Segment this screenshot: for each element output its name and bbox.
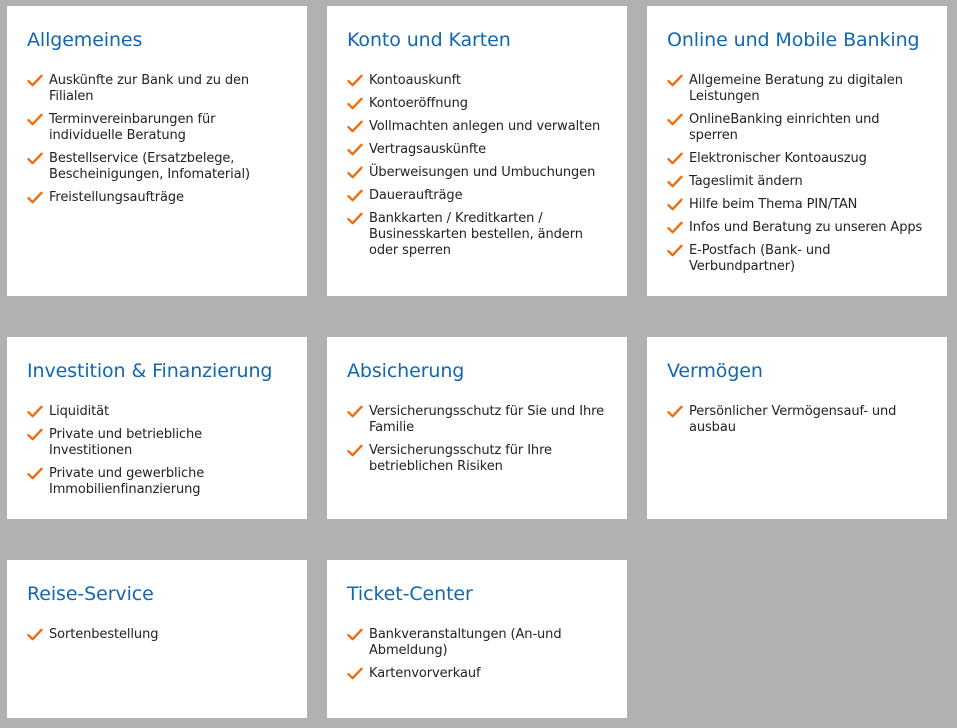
list-item xyxy=(667,151,927,167)
list-item xyxy=(667,112,927,144)
card-online-und-mobile-banking xyxy=(647,6,947,296)
list-item xyxy=(667,243,927,275)
list-item-label: Versicherungsschutz für Sie und Ihre Familie xyxy=(369,404,604,435)
list-item xyxy=(27,427,287,459)
card-title: Reise-Service xyxy=(27,583,154,605)
list-item xyxy=(347,119,607,135)
list-item-label: Kartenvorverkauf xyxy=(369,666,481,681)
card-konto-und-karten xyxy=(327,6,627,296)
list-item-label: Auskünfte zur Bank und zu den Filialen xyxy=(49,73,250,104)
checkmark-icon xyxy=(27,466,43,482)
list-item-label: Persönlicher Vermögensauf- und ausbau xyxy=(689,404,897,435)
list-item xyxy=(27,73,287,105)
card-title: Vermögen xyxy=(667,360,763,382)
list-item xyxy=(27,112,287,144)
checkmark-icon xyxy=(347,165,363,181)
list-item-label: Versicherungsschutz für Ihre betrieblichen Risiken xyxy=(369,443,552,474)
card-allgemeines xyxy=(7,6,307,296)
checkmark-icon xyxy=(27,190,43,206)
checkmark-icon xyxy=(667,112,683,128)
card-title: Investition & Finanzierung xyxy=(27,360,273,382)
list-item-label: OnlineBanking einrichten und sperren xyxy=(689,112,880,143)
list-item xyxy=(667,404,927,436)
checkmark-icon xyxy=(347,142,363,158)
list-item xyxy=(347,142,607,158)
card-investition-finanzierung xyxy=(7,337,307,519)
list-item-label: Kontoauskunft xyxy=(369,73,461,88)
list-item-label: Terminvereinbarungen für individuelle Beratung xyxy=(49,112,216,143)
list-item xyxy=(667,174,927,190)
checkmark-icon xyxy=(347,666,363,682)
list-item xyxy=(667,73,927,105)
list-item xyxy=(27,466,287,498)
card-vermoegen xyxy=(647,337,947,519)
checkmark-icon xyxy=(667,151,683,167)
card-title: Online und Mobile Banking xyxy=(667,29,920,51)
list-item-label: Daueraufträge xyxy=(369,188,463,203)
list-item-label: Bankkarten / Kreditkarten / Businesskarten bestellen, ändern oder sperren xyxy=(369,211,583,258)
checkmark-icon xyxy=(347,443,363,459)
list-item-label: Private und gewerbliche Immobilienfinanzierung xyxy=(49,466,205,497)
card-reise-service xyxy=(7,560,307,718)
list-item-label: Vertragsauskünfte xyxy=(369,142,486,157)
checkmark-icon xyxy=(347,119,363,135)
list-item xyxy=(347,404,607,436)
list-item xyxy=(347,165,607,181)
checkmark-icon xyxy=(667,243,683,259)
list-item xyxy=(347,96,607,112)
list-item xyxy=(27,151,287,183)
list-item-label: Freistellungsaufträge xyxy=(49,190,184,205)
card-title: Konto und Karten xyxy=(347,29,511,51)
checkmark-icon xyxy=(347,211,363,227)
item-list xyxy=(347,73,607,259)
checkmark-icon xyxy=(667,73,683,89)
list-item xyxy=(27,627,287,643)
list-item xyxy=(27,190,287,206)
card-title: Allgemeines xyxy=(27,29,143,51)
item-list xyxy=(27,627,287,643)
list-item xyxy=(347,627,607,659)
checkmark-icon xyxy=(27,112,43,128)
checkmark-icon xyxy=(347,404,363,420)
list-item xyxy=(347,211,607,259)
item-list xyxy=(667,73,927,275)
checkmark-icon xyxy=(347,627,363,643)
list-item-label: Sortenbestellung xyxy=(49,627,159,642)
list-item-label: Private und betriebliche Investitionen xyxy=(49,427,203,458)
list-item-label: Liquidität xyxy=(49,404,109,419)
checkmark-icon xyxy=(347,188,363,204)
item-list xyxy=(27,73,287,206)
item-list xyxy=(667,404,927,436)
list-item xyxy=(667,220,927,236)
checkmark-icon xyxy=(667,197,683,213)
list-item-label: Elektronischer Kontoauszug xyxy=(689,151,867,166)
card-ticket-center xyxy=(327,560,627,718)
list-item-label: Allgemeine Beratung zu digitalen Leistungen xyxy=(689,73,903,104)
list-item xyxy=(347,188,607,204)
card-absicherung xyxy=(327,337,627,519)
list-item xyxy=(27,404,287,420)
item-list xyxy=(347,404,607,475)
item-list xyxy=(27,404,287,498)
list-item-label: Tageslimit ändern xyxy=(689,174,803,189)
list-item-label: Infos und Beratung zu unseren Apps xyxy=(689,220,923,235)
item-list xyxy=(347,627,607,682)
list-item-label: Bestellservice (Ersatzbelege, Bescheinigungen, Infomaterial) xyxy=(49,151,250,182)
checkmark-icon xyxy=(27,404,43,420)
checkmark-icon xyxy=(347,96,363,112)
list-item-label: Kontoeröffnung xyxy=(369,96,468,111)
list-item-label: Überweisungen und Umbuchungen xyxy=(369,165,596,180)
list-item-label: E-Postfach (Bank- und Verbundpartner) xyxy=(689,243,831,274)
checkmark-icon xyxy=(27,427,43,443)
checkmark-icon xyxy=(667,220,683,236)
list-item xyxy=(347,443,607,475)
list-item-label: Vollmachten anlegen und verwalten xyxy=(369,119,601,134)
list-item-label: Bankveranstaltungen (An-und Abmeldung) xyxy=(369,627,562,658)
checkmark-icon xyxy=(27,151,43,167)
list-item xyxy=(347,73,607,89)
checkmark-icon xyxy=(27,73,43,89)
list-item xyxy=(347,666,607,682)
card-title: Absicherung xyxy=(347,360,465,382)
checkmark-icon xyxy=(667,174,683,190)
card-title: Ticket-Center xyxy=(347,583,473,605)
checkmark-icon xyxy=(347,73,363,89)
list-item-label: Hilfe beim Thema PIN/TAN xyxy=(689,197,858,212)
checkmark-icon xyxy=(667,404,683,420)
checkmark-icon xyxy=(27,627,43,643)
list-item xyxy=(667,197,927,213)
